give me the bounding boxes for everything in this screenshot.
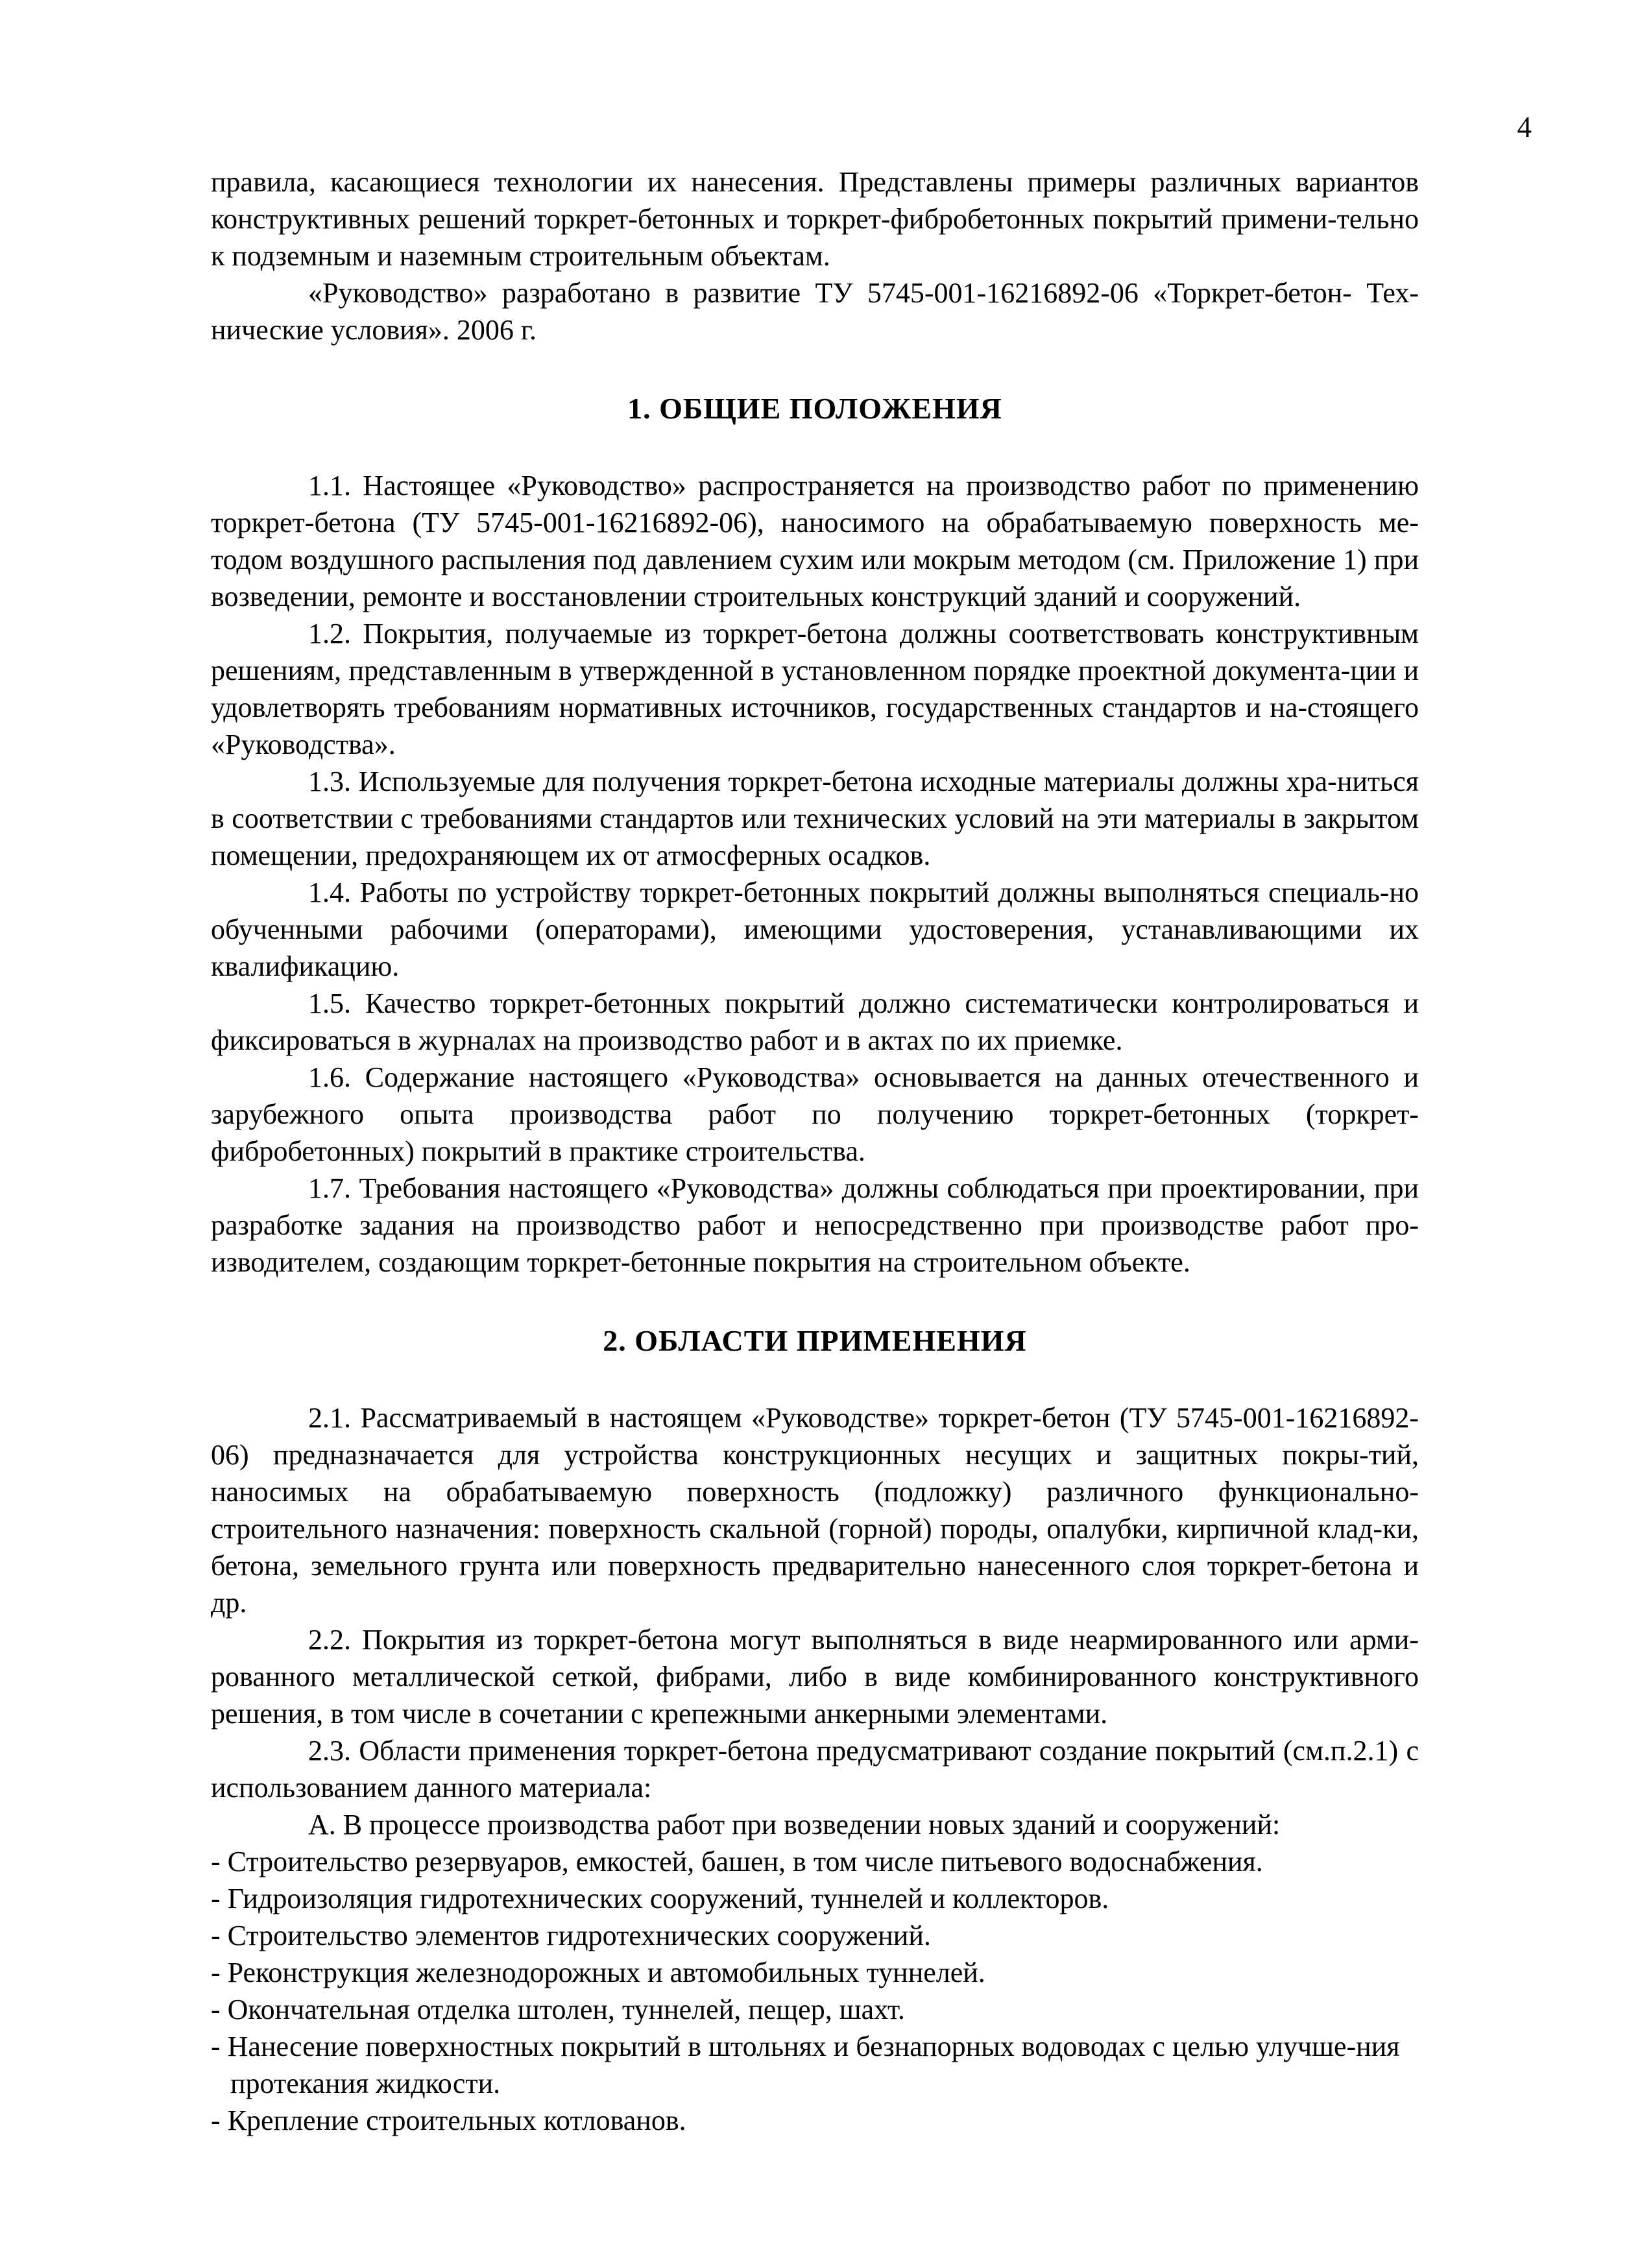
list-item: - Окончательная отделка штолен, туннелей, пещер, шахт. (211, 1994, 905, 2025)
list-item: - Крепление строительных котлованов. (211, 2105, 686, 2136)
paragraph-2-3-a: А. В процессе производства работ при возведении новых зданий и сооружений: (308, 1809, 1281, 1840)
paragraph-1-7: 1.7. Требования настоящего «Руководства» должны соблюдаться при проектировании, при разработке задания на производство работ и непосредственно при производстве работ про-изводителем, создающим торкрет-бетонные покрытия на строительном объекте. (211, 1172, 1419, 1278)
application-list (211, 1843, 1419, 2139)
paragraph-2-2: 2.2. Покрытия из торкрет-бетона могут выполняться в виде неармированного или арми-рованного металлической сеткой, фибрами, либо в виде комбинированного конструктивного решения, в том числе в сочетании с крепежными анкерными элементами. (211, 1624, 1419, 1730)
list-item: - Гидроизоляция гидротехнических сооружений, туннелей и коллекторов. (211, 1883, 1109, 1914)
paragraph-2-3: 2.3. Области применения торкрет-бетона предусматривают создание покрытий (см.п.2.1) с использованием данного материала: (211, 1735, 1419, 1804)
paragraph-1-1: 1.1. Настоящее «Руководство» распространяется на производство работ по применению торкрет-бетона (ТУ 5745-001-16216892-06), наносимого на обрабатываемую поверхность ме-тодом воздушного распыления под давлением сухим или мокрым методом (см. Приложение 1) при возведении, ремонте и восстановлении строительных конструкций зданий и сооружений. (211, 470, 1419, 612)
list-item: - Строительство резервуаров, емкостей, башен, в том числе питьевого водоснабжения. (211, 1846, 1263, 1877)
paragraph-1-6: 1.6. Содержание настоящего «Руководства» основывается на данных отечественного и зарубежного опыта производства работ по получению торкрет-бетонных (торкрет-фибробетонных) покрытий в практике строительства. (211, 1061, 1419, 1167)
list-item: - Нанесение поверхностных покрытий в штольнях и безнапорных водоводах с целью улучше-ния протекания жидкости. (211, 2031, 1400, 2099)
section-2-heading: 2. ОБЛАСТИ ПРИМЕНЕНИЯ (603, 1324, 1027, 1357)
intro-paragraph: «Руководство» разработано в развитие ТУ 5745-001-16216892-06 «Торкрет-бетон- Тех-нические условия». 2006 г. (211, 277, 1419, 346)
paragraph-1-3: 1.3. Используемые для получения торкрет-бетона исходные материалы должны хра-ниться в соответствии с требованиями стандартов или технических условий на эти материалы в закрытом помещении, предохраняющем их от атмосферных осадков. (211, 766, 1419, 871)
paragraph-2-1: 2.1. Рассматриваемый в настоящем «Руководстве» торкрет-бетон (ТУ 5745-001-16216892-06) предназначается для устройства конструкционных несущих и защитных покры-тий, наносимых на обрабатываемую поверхность (подложку) различного функционально-строительного назначения: поверхность скальной (горной) породы, опалубки, кирпичной клад-ки, бетона, земельного грунта или поверхность предварительно нанесенного слоя торкрет-бетона и др. (211, 1402, 1419, 1619)
document-body (211, 163, 1419, 2139)
page-number: 4 (1517, 111, 1532, 143)
paragraph-1-4: 1.4. Работы по устройству торкрет-бетонных покрытий должны выполняться специаль-но обученными рабочими (операторами), имеющими удостоверения, устанавливающими их квалификацию. (211, 876, 1419, 982)
list-item: - Строительство элементов гидротехнических сооружений. (211, 1920, 931, 1951)
paragraph-1-5: 1.5. Качество торкрет-бетонных покрытий должно систематически контролироваться и фиксироваться в журналах на производство работ и в актах по их приемке. (211, 987, 1419, 1056)
section-1-heading: 1. ОБЩИЕ ПОЛОЖЕНИЯ (627, 392, 1002, 425)
intro-continuation: правила, касающиеся технологии их нанесения. Представлены примеры различных вариантов конструктивных решений торкрет-бетонных и торкрет-фибробетонных покрытий примени-тельно к подземным и наземным строительным объектам. (211, 166, 1419, 272)
paragraph-1-2: 1.2. Покрытия, получаемые из торкрет-бетона должны соответствовать конструктивным решениям, представленным в утвержденной в установленном порядке проектной документа-ции и удовлетворять требованиям нормативных источников, государственных стандартов и на-стоящего «Руководства». (211, 618, 1419, 760)
list-item: - Реконструкция железнодорожных и автомобильных туннелей. (211, 1957, 985, 1988)
